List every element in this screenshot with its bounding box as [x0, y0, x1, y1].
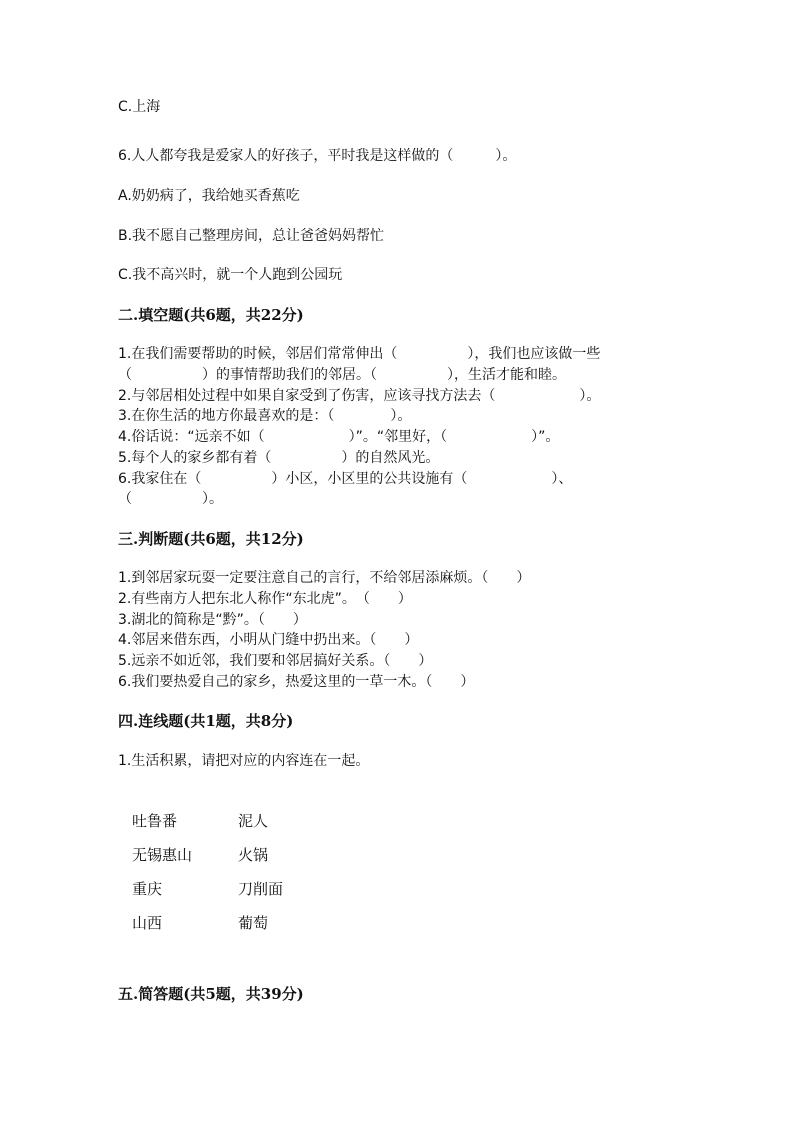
match-left-item: 山西: [132, 914, 163, 932]
match-right-item: 火锅: [238, 846, 269, 864]
q5-option-c: C.上海: [118, 99, 161, 115]
section-short-answer-title: 五.简答题(共5题，共39分): [118, 985, 304, 1003]
judge-line-4: 4.邻居来借东西，小明从门缝中扔出来。（ ）: [118, 632, 419, 648]
q6-option-a: A.奶奶病了，我给她买香蕉吃: [118, 188, 300, 204]
fill-line-1: 1.在我们需要帮助的时候，邻居们常常伸出（ ），我们也应该做一些: [118, 346, 601, 362]
match-left-item: 吐鲁番: [132, 812, 178, 830]
match-right-item: 刀削面: [238, 880, 284, 898]
section-matching-title: 四.连线题(共1题，共8分): [118, 712, 294, 730]
matching-question: 1.生活积累，请把对应的内容连在一起。: [118, 753, 370, 769]
fill-line-3: 2.与邻居相处过程中如果自家受到了伤害，应该寻找方法去（ ）。: [118, 388, 601, 404]
fill-line-8: （ ）。: [118, 491, 223, 507]
match-left-item: 无锡惠山: [132, 846, 193, 864]
section-judge-title: 三.判断题(共6题，共12分): [118, 530, 304, 548]
judge-line-1: 1.到邻居家玩耍一定要注意自己的言行，不给邻居添麻烦。（ ）: [118, 570, 531, 586]
fill-line-6: 5.每个人的家乡都有着（ ）的自然风光。: [118, 450, 440, 466]
match-right-item: 泥人: [238, 812, 269, 830]
judge-line-3: 3.湖北的简称是“黔”。（ ）: [118, 612, 307, 628]
match-left-item: 重庆: [132, 880, 163, 898]
match-right-item: 葡萄: [238, 914, 269, 932]
q6-option-c: C.我不高兴时，就一个人跑到公园玩: [118, 267, 343, 283]
fill-line-5: 4.俗话说：“远亲不如（ ）”。“邻里好，（ ）”。: [118, 429, 560, 445]
fill-line-7: 6.我家住在（ ）小区，小区里的公共设施有（ ）、: [118, 471, 573, 487]
section-fill-blank-title: 二.填空题(共6题，共22分): [118, 306, 304, 324]
judge-line-2: 2.有些南方人把东北人称作“东北虎”。 （ ）: [118, 591, 412, 607]
fill-line-4: 3.在你生活的地方你最喜欢的是：（ ）。: [118, 408, 412, 424]
q6-option-b: B.我不愿自己整理房间，总让爸爸妈妈帮忙: [118, 228, 385, 244]
q6-question: 6.人人都夸我是爱家人的好孩子，平时我是这样做的（ ）。: [118, 148, 517, 164]
fill-line-2: （ ）的事情帮助我们的邻居。（ ），生活才能和睦。: [118, 367, 566, 383]
judge-line-5: 5.远亲不如近邻，我们要和邻居搞好关系。（ ）: [118, 653, 433, 669]
judge-line-6: 6.我们要热爱自己的家乡，热爱这里的一草一木。（ ）: [118, 674, 475, 690]
